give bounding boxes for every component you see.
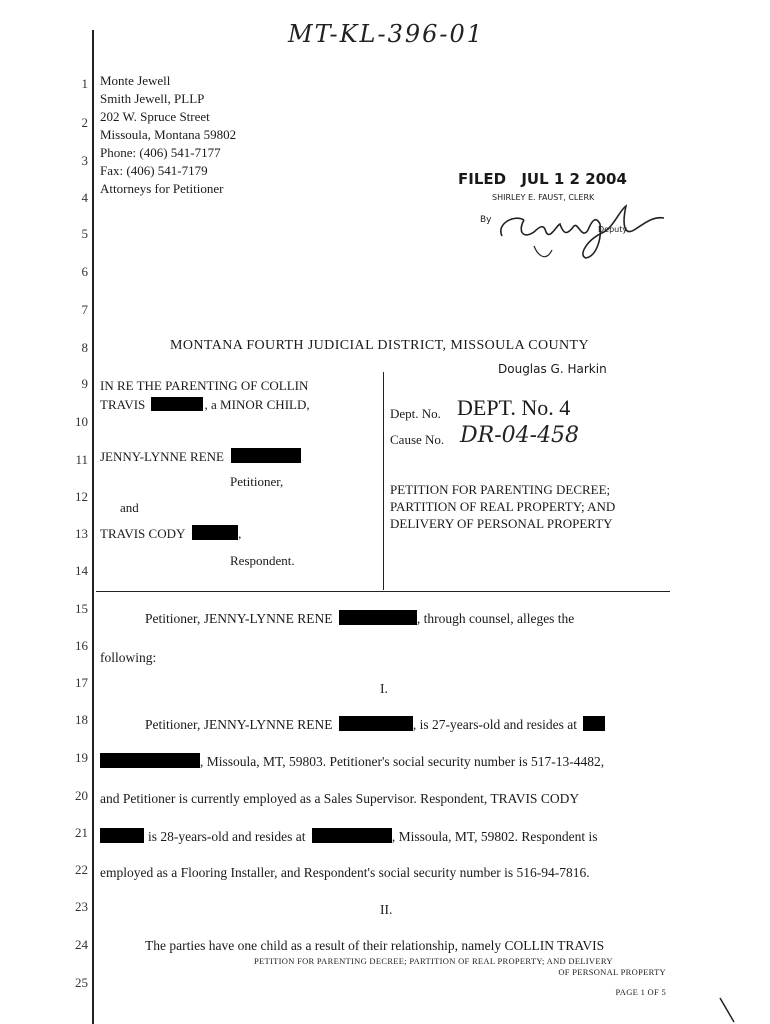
clerk-signature — [494, 196, 669, 264]
attorney-block — [100, 72, 236, 198]
dept-label: Dept. No. — [390, 406, 441, 421]
caption-divider — [383, 372, 384, 590]
paragraph-1-line-2 — [100, 753, 604, 770]
redaction-bar — [100, 828, 144, 843]
attorney-name: Monte Jewell — [100, 73, 171, 88]
attorney-street: 202 W. Spruce Street — [100, 109, 210, 124]
respondent-caption-name — [100, 525, 241, 542]
petition-title-line-3: DELIVERY OF PERSONAL PROPERTY — [390, 516, 613, 531]
cause-value: DR-04-458 — [460, 423, 580, 448]
redaction-bar — [583, 716, 605, 731]
judge-name: Douglas G. Harkin — [498, 362, 607, 376]
line-number: 3 — [81, 153, 88, 168]
attorney-phone: Phone: (406) 541-7177 — [100, 145, 221, 160]
in-re-line-2 — [100, 397, 310, 413]
p1-text-a: Petitioner, JENNY-LYNNE RENE — [145, 717, 333, 732]
court-heading: MONTANA FOURTH JUDICIAL DISTRICT, MISSOULA COUNTY — [170, 338, 589, 353]
line-number: 16 — [75, 638, 88, 653]
footer-line-2: OF PERSONAL PROPERTY — [558, 967, 666, 977]
respondent-label: Respondent. — [230, 553, 295, 568]
line-number: 21 — [75, 825, 88, 840]
paragraph-1-line-1 — [145, 716, 605, 733]
redaction-bar — [151, 397, 203, 411]
line-number: 4 — [81, 190, 88, 205]
caption-bottom-rule — [96, 591, 670, 592]
redaction-bar — [231, 448, 301, 463]
line-number: 23 — [75, 899, 88, 914]
intro-line-2: following: — [100, 650, 157, 665]
line-number: 13 — [75, 526, 88, 541]
petitioner-caption-name — [100, 448, 301, 465]
filed-stamp — [458, 170, 627, 188]
intro-text-b: , through counsel, alleges the — [416, 611, 575, 626]
line-number: 15 — [75, 601, 88, 616]
redaction-bar — [312, 828, 392, 843]
p1-text-c: , Missoula, MT, 59803. Petitioner's social security number is 517-13-4482, — [200, 754, 605, 769]
cause-label: Cause No. — [390, 432, 445, 447]
in-re-line-1: IN RE THE PARENTING OF COLLIN — [100, 378, 309, 393]
petitioner-label: Petitioner, — [230, 474, 284, 489]
paragraph-1-line-4 — [100, 828, 597, 845]
line-number: 14 — [75, 563, 88, 578]
filed-date: JUL 1 2 2004 — [521, 170, 627, 188]
deputy-label: Deputy — [598, 225, 628, 234]
redaction-bar — [100, 753, 200, 768]
line-number: 8 — [81, 340, 88, 355]
line-number: 1 — [81, 76, 88, 91]
intro-line — [145, 610, 574, 627]
redaction-bar — [192, 525, 238, 540]
line-number: 5 — [81, 226, 88, 241]
paragraph-2-line-1: The parties have one child as a result of their relationship, namely COLLIN TRAVIS — [145, 938, 605, 953]
handwritten-case-number: MT-KL-396-01 — [288, 20, 485, 48]
in-re-travis: TRAVIS — [100, 397, 146, 412]
dept-value: DEPT. No. 4 — [457, 395, 571, 420]
redaction-bar — [339, 716, 413, 731]
line-number: 9 — [81, 376, 88, 391]
line-number: 19 — [75, 750, 88, 765]
line-number: 11 — [75, 452, 88, 467]
paragraph-1-line-3: and Petitioner is currently employed as a Sales Supervisor. Respondent, TRAVIS CODY — [100, 791, 580, 806]
left-margin-rule — [92, 30, 94, 1024]
intro-text-a: Petitioner, JENNY-LYNNE RENE — [145, 611, 333, 626]
section-heading-1: I. — [380, 681, 388, 696]
p1-text-f: , Missoula, MT, 59802. Respondent is — [391, 829, 598, 844]
line-number: 25 — [75, 975, 88, 990]
line-number: 10 — [75, 414, 88, 429]
attorney-fax: Fax: (406) 541-7179 — [100, 163, 208, 178]
line-number: 7 — [81, 302, 88, 317]
scan-mark — [716, 996, 740, 1024]
petitioner-name: JENNY-LYNNE RENE — [100, 449, 224, 464]
p1-text-e: is 28-years-old and resides at — [148, 829, 306, 844]
petition-title-line-2: PARTITION OF REAL PROPERTY; AND — [390, 499, 616, 514]
paragraph-1-line-5: employed as a Flooring Installer, and Respondent's social security number is 516-94-7816. — [100, 865, 590, 880]
line-number: 20 — [75, 788, 88, 803]
petition-title-line-1: PETITION FOR PARENTING DECREE; — [390, 482, 611, 497]
footer-page-number: PAGE 1 OF 5 — [615, 987, 666, 997]
line-number: 6 — [81, 264, 88, 279]
line-number: 24 — [75, 937, 88, 952]
p1-text-b: , is 27-years-old and resides at — [412, 717, 578, 732]
footer-line-1: PETITION FOR PARENTING DECREE; PARTITION OF REAL PROPERTY; AND DELIVERY — [254, 956, 613, 966]
clerk-name: SHIRLEY E. FAUST, CLERK — [492, 193, 595, 202]
line-number: 18 — [75, 712, 88, 727]
line-number: 22 — [75, 862, 88, 877]
line-number: 2 — [81, 115, 88, 130]
line-number: 17 — [75, 675, 88, 690]
line-number: 12 — [75, 489, 88, 504]
attorney-role: Attorneys for Petitioner — [100, 181, 224, 196]
in-re-minor-child: , a MINOR CHILD, — [204, 397, 310, 412]
by-label: By — [480, 215, 492, 225]
respondent-comma: , — [238, 526, 242, 541]
respondent-name: TRAVIS CODY — [100, 526, 185, 541]
redaction-bar — [339, 610, 417, 625]
attorney-city: Missoula, Montana 59802 — [100, 127, 237, 142]
attorney-firm: Smith Jewell, PLLP — [100, 91, 205, 106]
filed-label: FILED — [458, 170, 507, 188]
and-label: and — [120, 500, 139, 515]
section-heading-2: II. — [380, 902, 393, 917]
